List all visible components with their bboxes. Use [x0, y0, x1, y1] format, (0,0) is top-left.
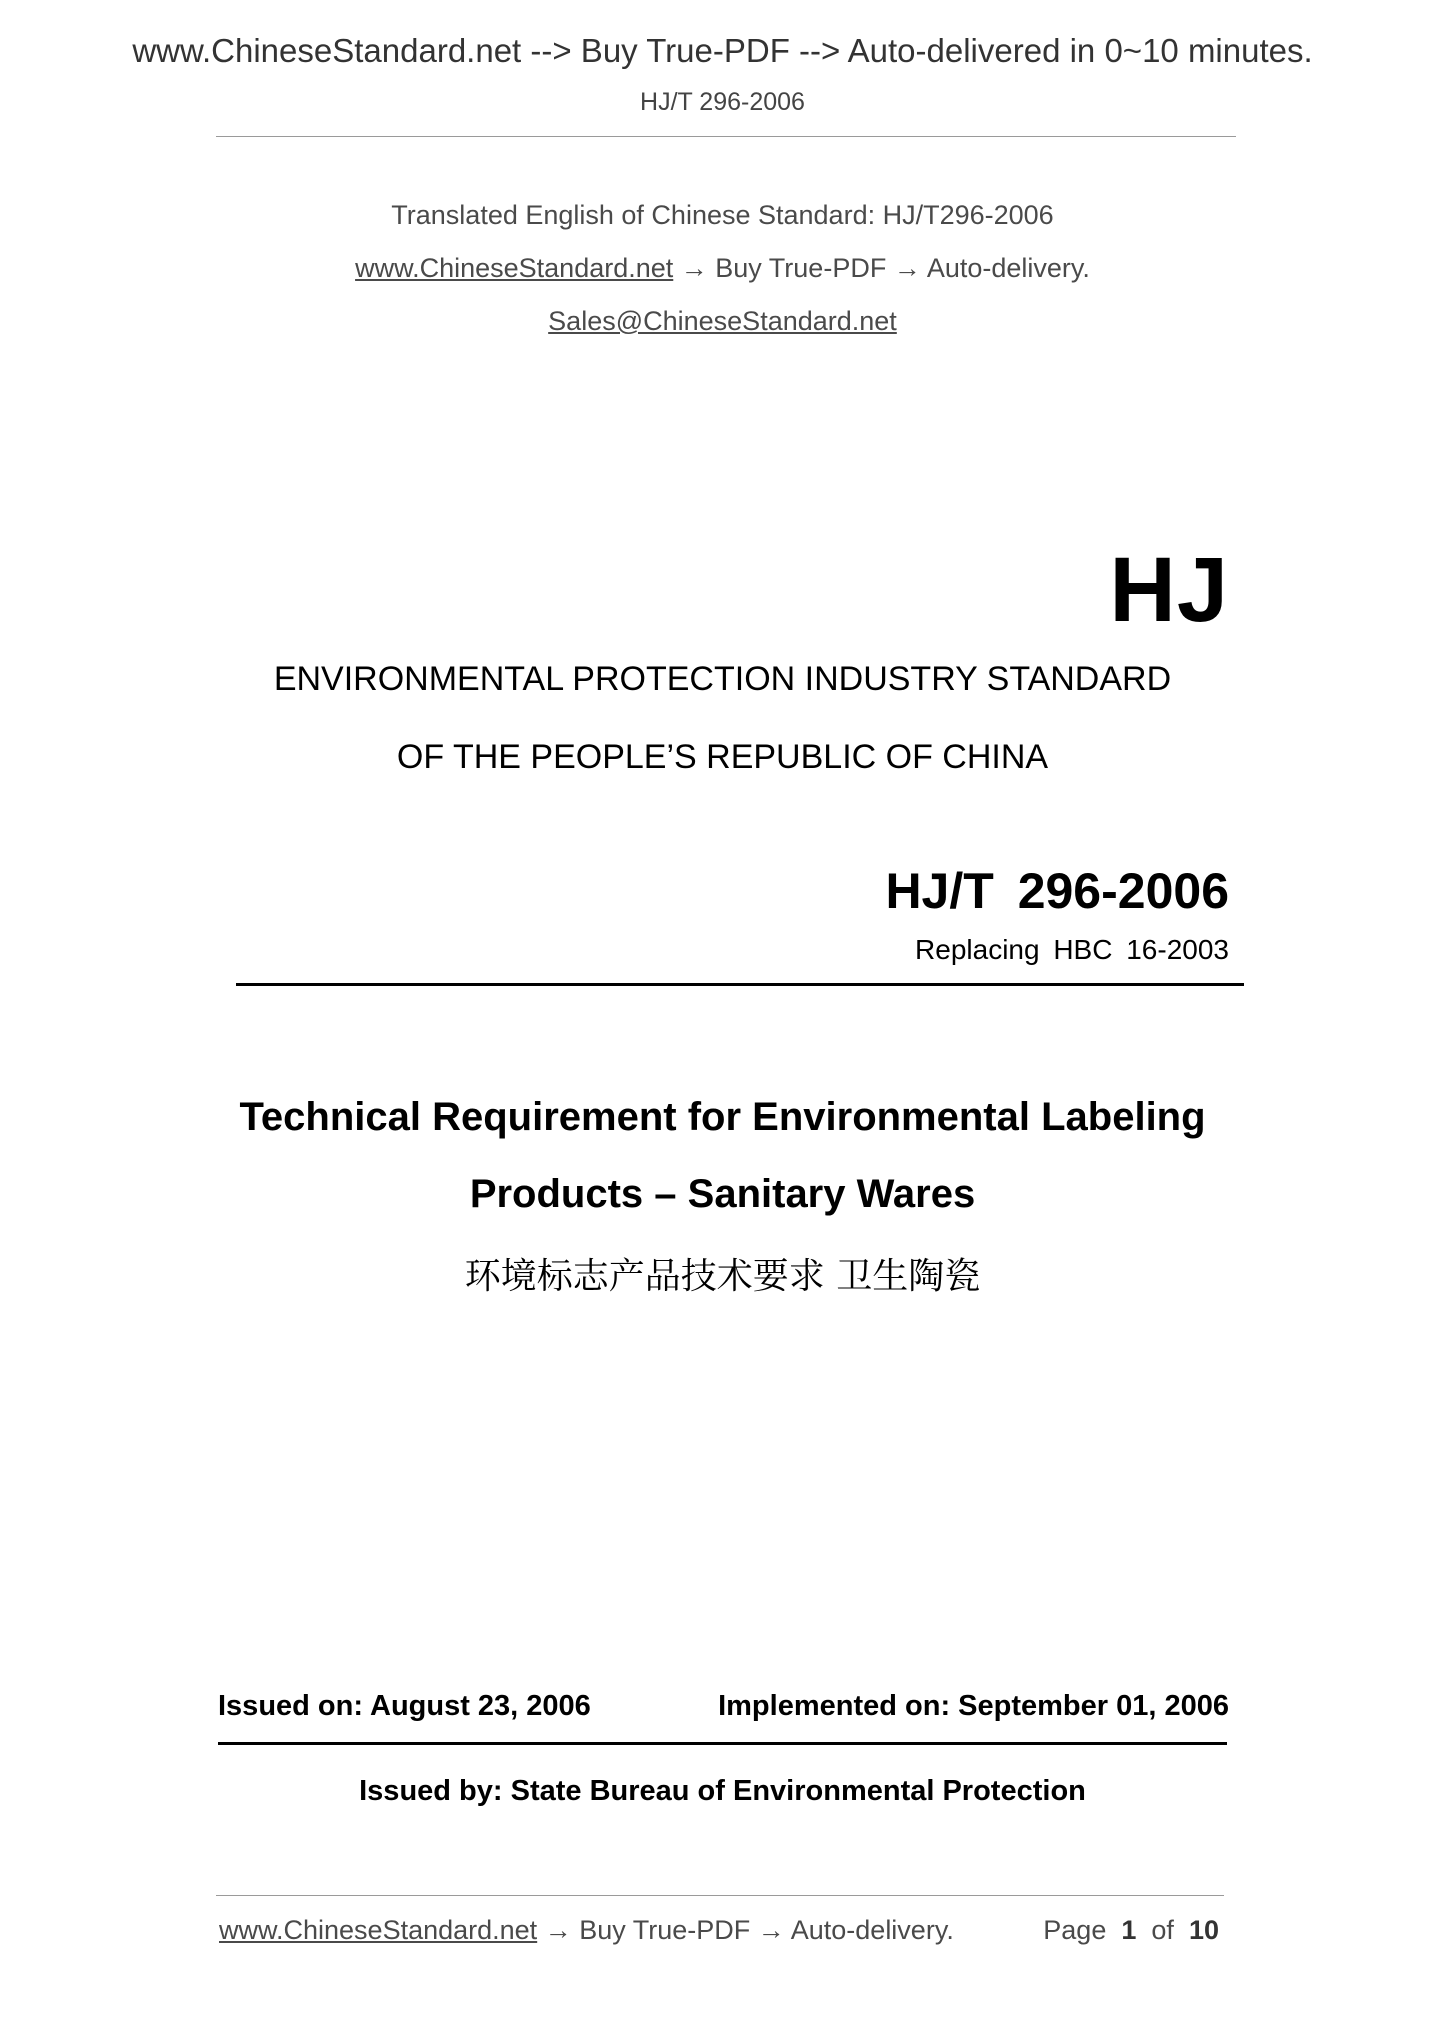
page-indicator: [1043, 1915, 1219, 1946]
header-standard-code: HJ/T 296-2006: [640, 88, 805, 116]
implemented-on: Implemented on: September 01, 2006: [718, 1690, 1229, 1722]
standard-number: HJ/T 296-2006: [885, 863, 1229, 919]
document-title-line1: Technical Requirement for Environmental Labeling: [239, 1095, 1206, 1139]
top-banner: www.ChineseStandard.net --> Buy True-PDF --> Auto-delivered in 0~10 minutes.: [132, 32, 1313, 69]
issue-divider: [218, 1742, 1227, 1745]
header-divider: [216, 136, 1236, 137]
issued-by: Issued by: State Bureau of Environmental Protection: [359, 1775, 1086, 1807]
standard-heading-line2: OF THE PEOPLE’S REPUBLIC OF CHINA: [396, 738, 1049, 776]
document-title-chinese: 环境标志产品技术要求 卫生陶瓷: [464, 1256, 981, 1297]
page-label: Page: [1043, 1915, 1107, 1945]
standard-divider: [236, 983, 1244, 986]
page-total: 10: [1188, 1915, 1219, 1945]
footer-divider: [216, 1895, 1224, 1896]
site-link[interactable]: www.ChineseStandard.net: [355, 253, 674, 283]
translated-notice: Translated English of Chinese Standard: HJ/T296-2006: [391, 200, 1054, 230]
standard-mark: HJ: [1109, 539, 1229, 641]
email-link[interactable]: Sales@ChineseStandard.net: [548, 306, 897, 336]
footer-site-rest: → Buy True-PDF → Auto-delivery.: [537, 1915, 954, 1945]
footer-site-link[interactable]: www.ChineseStandard.net: [219, 1915, 538, 1945]
site-line: [0, 253, 1445, 284]
document-title-line2: Products – Sanitary Wares: [469, 1172, 976, 1216]
site-line-rest: → Buy True-PDF → Auto-delivery.: [673, 253, 1090, 283]
replacing-note: Replacing HBC 16-2003: [915, 934, 1229, 965]
issued-on: Issued on: August 23, 2006: [218, 1690, 591, 1722]
page-current: 1: [1121, 1915, 1137, 1945]
email-line: [0, 306, 1445, 337]
of-label: of: [1151, 1915, 1174, 1945]
standard-heading-line1: ENVIRONMENTAL PROTECTION INDUSTRY STANDARD: [273, 660, 1172, 698]
footer-site-line: [219, 1915, 954, 1946]
